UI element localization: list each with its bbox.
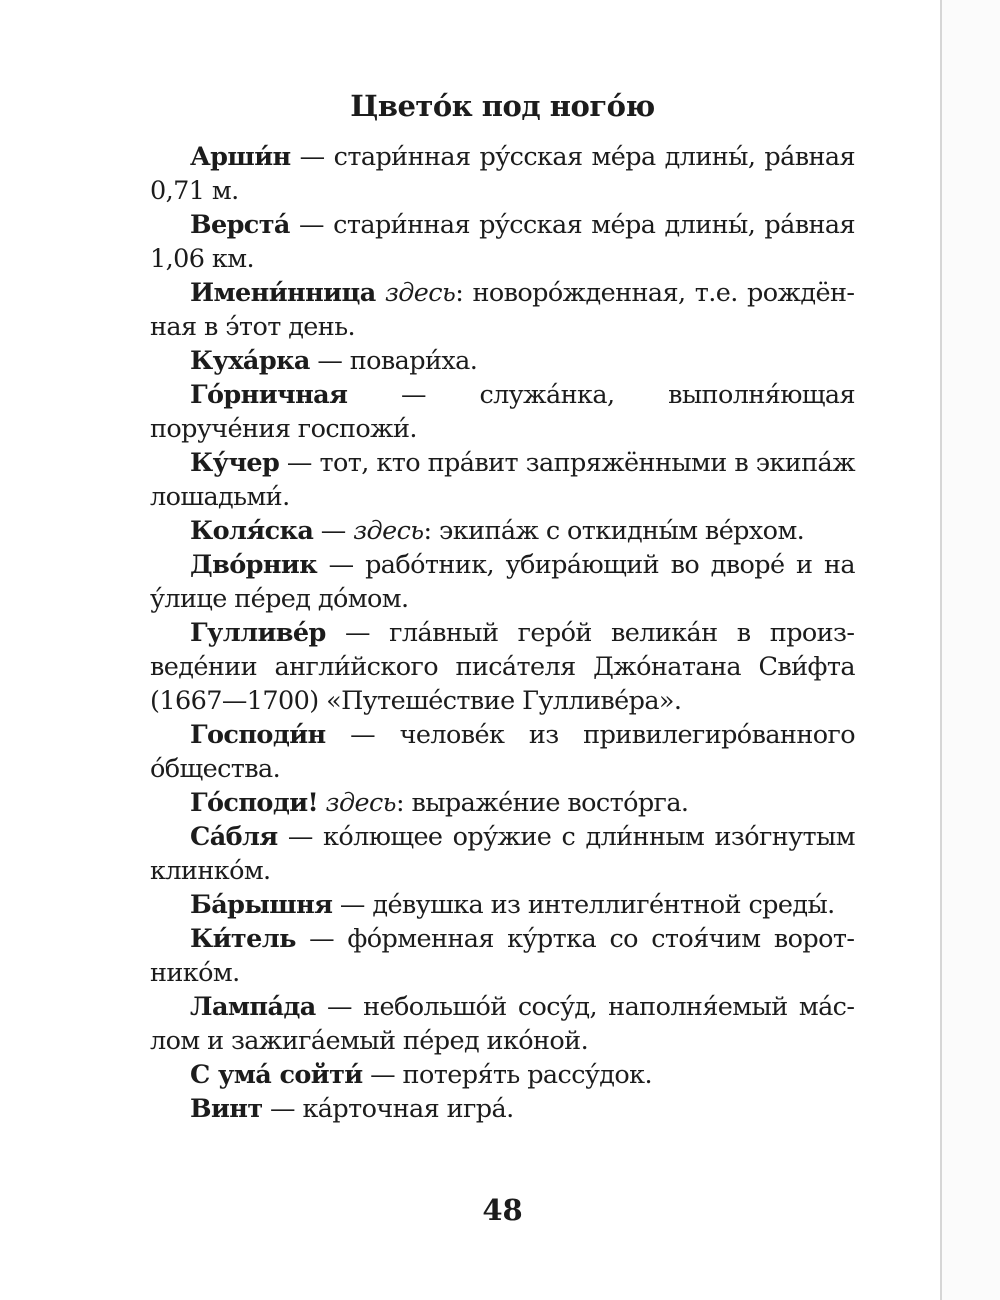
glossary-term: Гулливе́р [190,618,326,648]
glossary-definition: повари́ха. [349,346,478,376]
glossary-term: Ки́тель [190,924,296,954]
glossary-separator: — [279,448,320,478]
glossary-definition: челове́к из привилегиро́ванного о́бщества. [150,720,855,784]
glossary-entry [150,276,855,344]
glossary-term: Ку́чер [190,448,280,478]
glossary-definition: гла́вный геро́й велика́н в произведе́нии англи́йского писа́теля Джо́натана Сви́фта (1667—1700) «Путеше́ствие Гулливе́ра». [150,618,855,716]
glossary-definition: ко́лющее ору́жие с дли́нным изо́гнутым клинко́м. [150,822,855,886]
glossary-separator: — [313,516,354,546]
glossary-entry [150,344,855,378]
glossary-note: здесь [384,278,456,308]
glossary-entry [150,446,855,514]
glossary-separator: — [332,890,373,920]
glossary-entry [150,548,855,616]
glossary-term: Винт [190,1094,263,1124]
glossary-term: Го́споди! [190,788,319,818]
glossary-term: Имени́нница [190,278,376,308]
glossary-note: здесь [325,788,396,818]
glossary-entry [150,140,855,208]
glossary-term: Арши́н [190,142,291,172]
glossary-definition: де́вушка из интеллиге́нтной среды́. [372,890,835,920]
glossary-definition: рабо́тник, убира́ющий во дворе́ и на у́лице пе́ред до́мом. [150,550,855,614]
glossary-term: Го́рничная [190,380,348,410]
glossary-definition: фо́рменная ку́ртка со стоя́чим воротнико́м. [150,924,855,988]
glossary-entry [150,922,855,990]
glossary-separator: — [277,822,324,852]
glossary-definition: : экипа́ж с откидны́м ве́рхом. [423,516,805,546]
glossary-separator: — [325,618,390,648]
glossary-term: Господи́н [190,720,326,750]
glossary-definition: небольшо́й сосу́д, наполня́емый ма́слом и зажига́емый пе́ред ико́ной. [150,992,855,1056]
glossary-term: Са́бля [190,822,278,852]
glossary-separator: — [315,992,364,1022]
glossary-entry [150,820,855,888]
glossary-entry [150,990,855,1058]
glossary-entry [150,1092,855,1126]
glossary-separator [376,278,385,308]
glossary-separator: — [289,210,334,240]
glossary-definition: : новоро́жденная, т.е. рождённая в э́тот день. [150,278,855,342]
glossary-definition: : выраже́ние восто́рга. [395,788,689,818]
glossary-separator [318,788,326,818]
glossary-term: Дво́рник [190,550,318,580]
glossary-separator: — [362,1060,403,1090]
glossary-separator: — [262,1094,303,1124]
glossary-term: Коля́ска [190,516,314,546]
glossary-entry [150,718,855,786]
glossary-term: Куха́рка [190,346,310,376]
glossary-entry [150,786,855,820]
glossary-entry [150,616,855,718]
glossary-definition: тот, кто пра́вит запряжёнными в экипа́ж лошадьми́. [150,448,855,512]
glossary-definition: стари́нная ру́сская ме́ра длины́, ра́вная 1,06 км. [150,210,855,274]
glossary-separator: — [290,142,334,172]
glossary-separator: — [325,720,400,750]
glossary-definition: ка́рточная игра́. [302,1094,514,1124]
glossary-entry [150,208,855,276]
page-number: 48 [482,1193,523,1227]
glossary-list [150,140,855,1126]
glossary-separator: — [317,550,366,580]
glossary-definition: служа́нка, выполня́ющая поруче́ния госпожи́. [150,380,855,444]
glossary-entry [150,514,855,548]
glossary-separator: — [295,924,348,954]
glossary-definition: потеря́ть рассу́док. [402,1060,652,1090]
glossary-entry [150,378,855,446]
glossary-separator: — [347,380,480,410]
glossary-term: Верста́ [190,210,290,240]
glossary-entry [150,1058,855,1092]
page-title: Цвето́к под ного́ю [350,89,655,123]
glossary-entry [150,888,855,922]
glossary-term: Ба́рышня [190,890,333,920]
glossary-note: здесь [353,516,424,546]
glossary-term: Лампа́да [190,992,316,1022]
glossary-term: С ума́ сойти́ [190,1060,363,1090]
glossary-definition: стари́нная ру́сская ме́ра длины́, ра́вная 0,71 м. [150,142,855,206]
page-margin-area [942,0,1000,1300]
glossary-separator: — [309,346,350,376]
